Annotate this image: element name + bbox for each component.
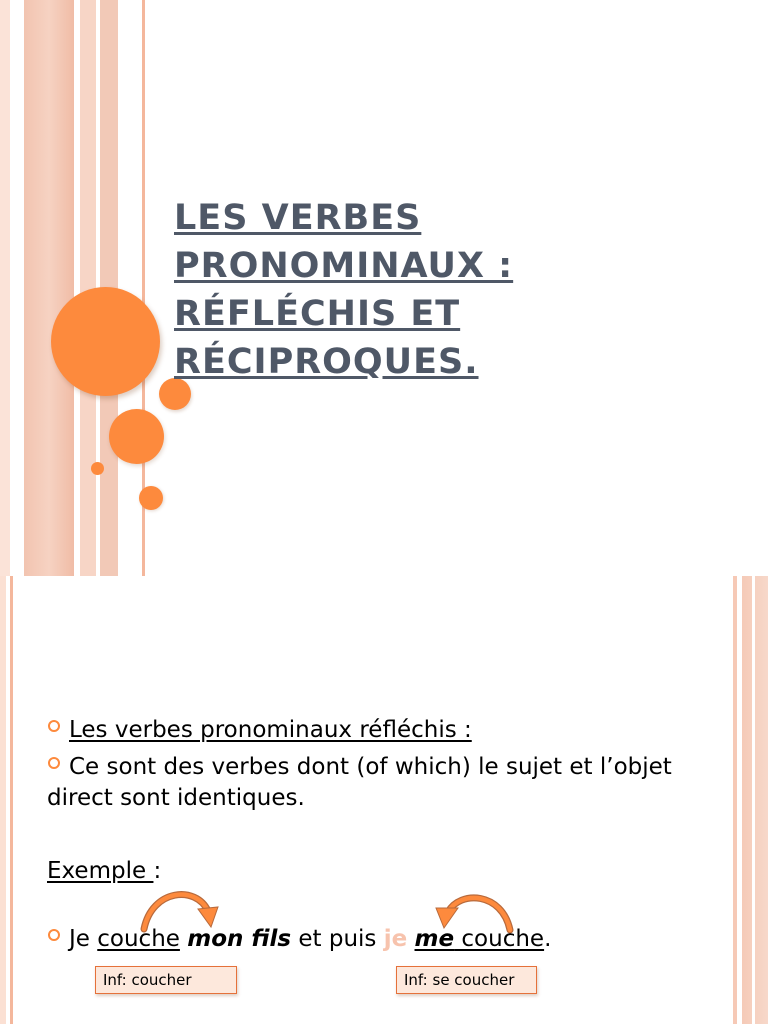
decor-band xyxy=(752,576,755,1024)
infinitive-box-coucher: Inf: coucher xyxy=(95,966,237,994)
example-sentence xyxy=(69,924,551,955)
word-verb: couche xyxy=(454,926,545,952)
bullet-text-definition: Ce sont des verbes dont (of which) le sujet et l’objet direct sont identiques. xyxy=(47,754,672,811)
word: . xyxy=(544,926,552,952)
example-colon: : xyxy=(153,858,162,884)
decor-band xyxy=(0,0,10,576)
word-reflexive-pronoun: me xyxy=(414,926,455,952)
word-object: mon fils xyxy=(187,926,292,952)
word: Je xyxy=(69,926,98,952)
example-label-text: Exemple xyxy=(47,858,154,884)
bullet-icon xyxy=(48,720,60,732)
decor-circle-large xyxy=(51,287,160,396)
decor-band xyxy=(742,576,768,1024)
bullet-text-heading: Les verbes pronominaux réfléchis : xyxy=(69,717,472,743)
content-slide xyxy=(0,576,768,1024)
word xyxy=(407,926,414,952)
word-verb: couche xyxy=(97,926,180,952)
decor-line xyxy=(10,576,13,1024)
decor-circle-medium xyxy=(109,409,164,464)
bullet-icon xyxy=(48,929,60,941)
word-subject-faded: je xyxy=(383,926,408,952)
example-label xyxy=(47,856,161,887)
decor-band xyxy=(10,0,24,576)
word: et puis xyxy=(291,926,384,952)
infinitive-box-se-coucher: Inf: se coucher xyxy=(396,966,537,994)
slide-title: LES VERBES PRONOMINAUX : RÉFLÉCHIS ET RÉCIPROQUES. xyxy=(174,198,514,382)
decor-band xyxy=(0,576,6,1024)
decor-band xyxy=(24,0,74,576)
decor-circle-tiny xyxy=(91,462,104,475)
decor-circle-small xyxy=(139,486,163,510)
